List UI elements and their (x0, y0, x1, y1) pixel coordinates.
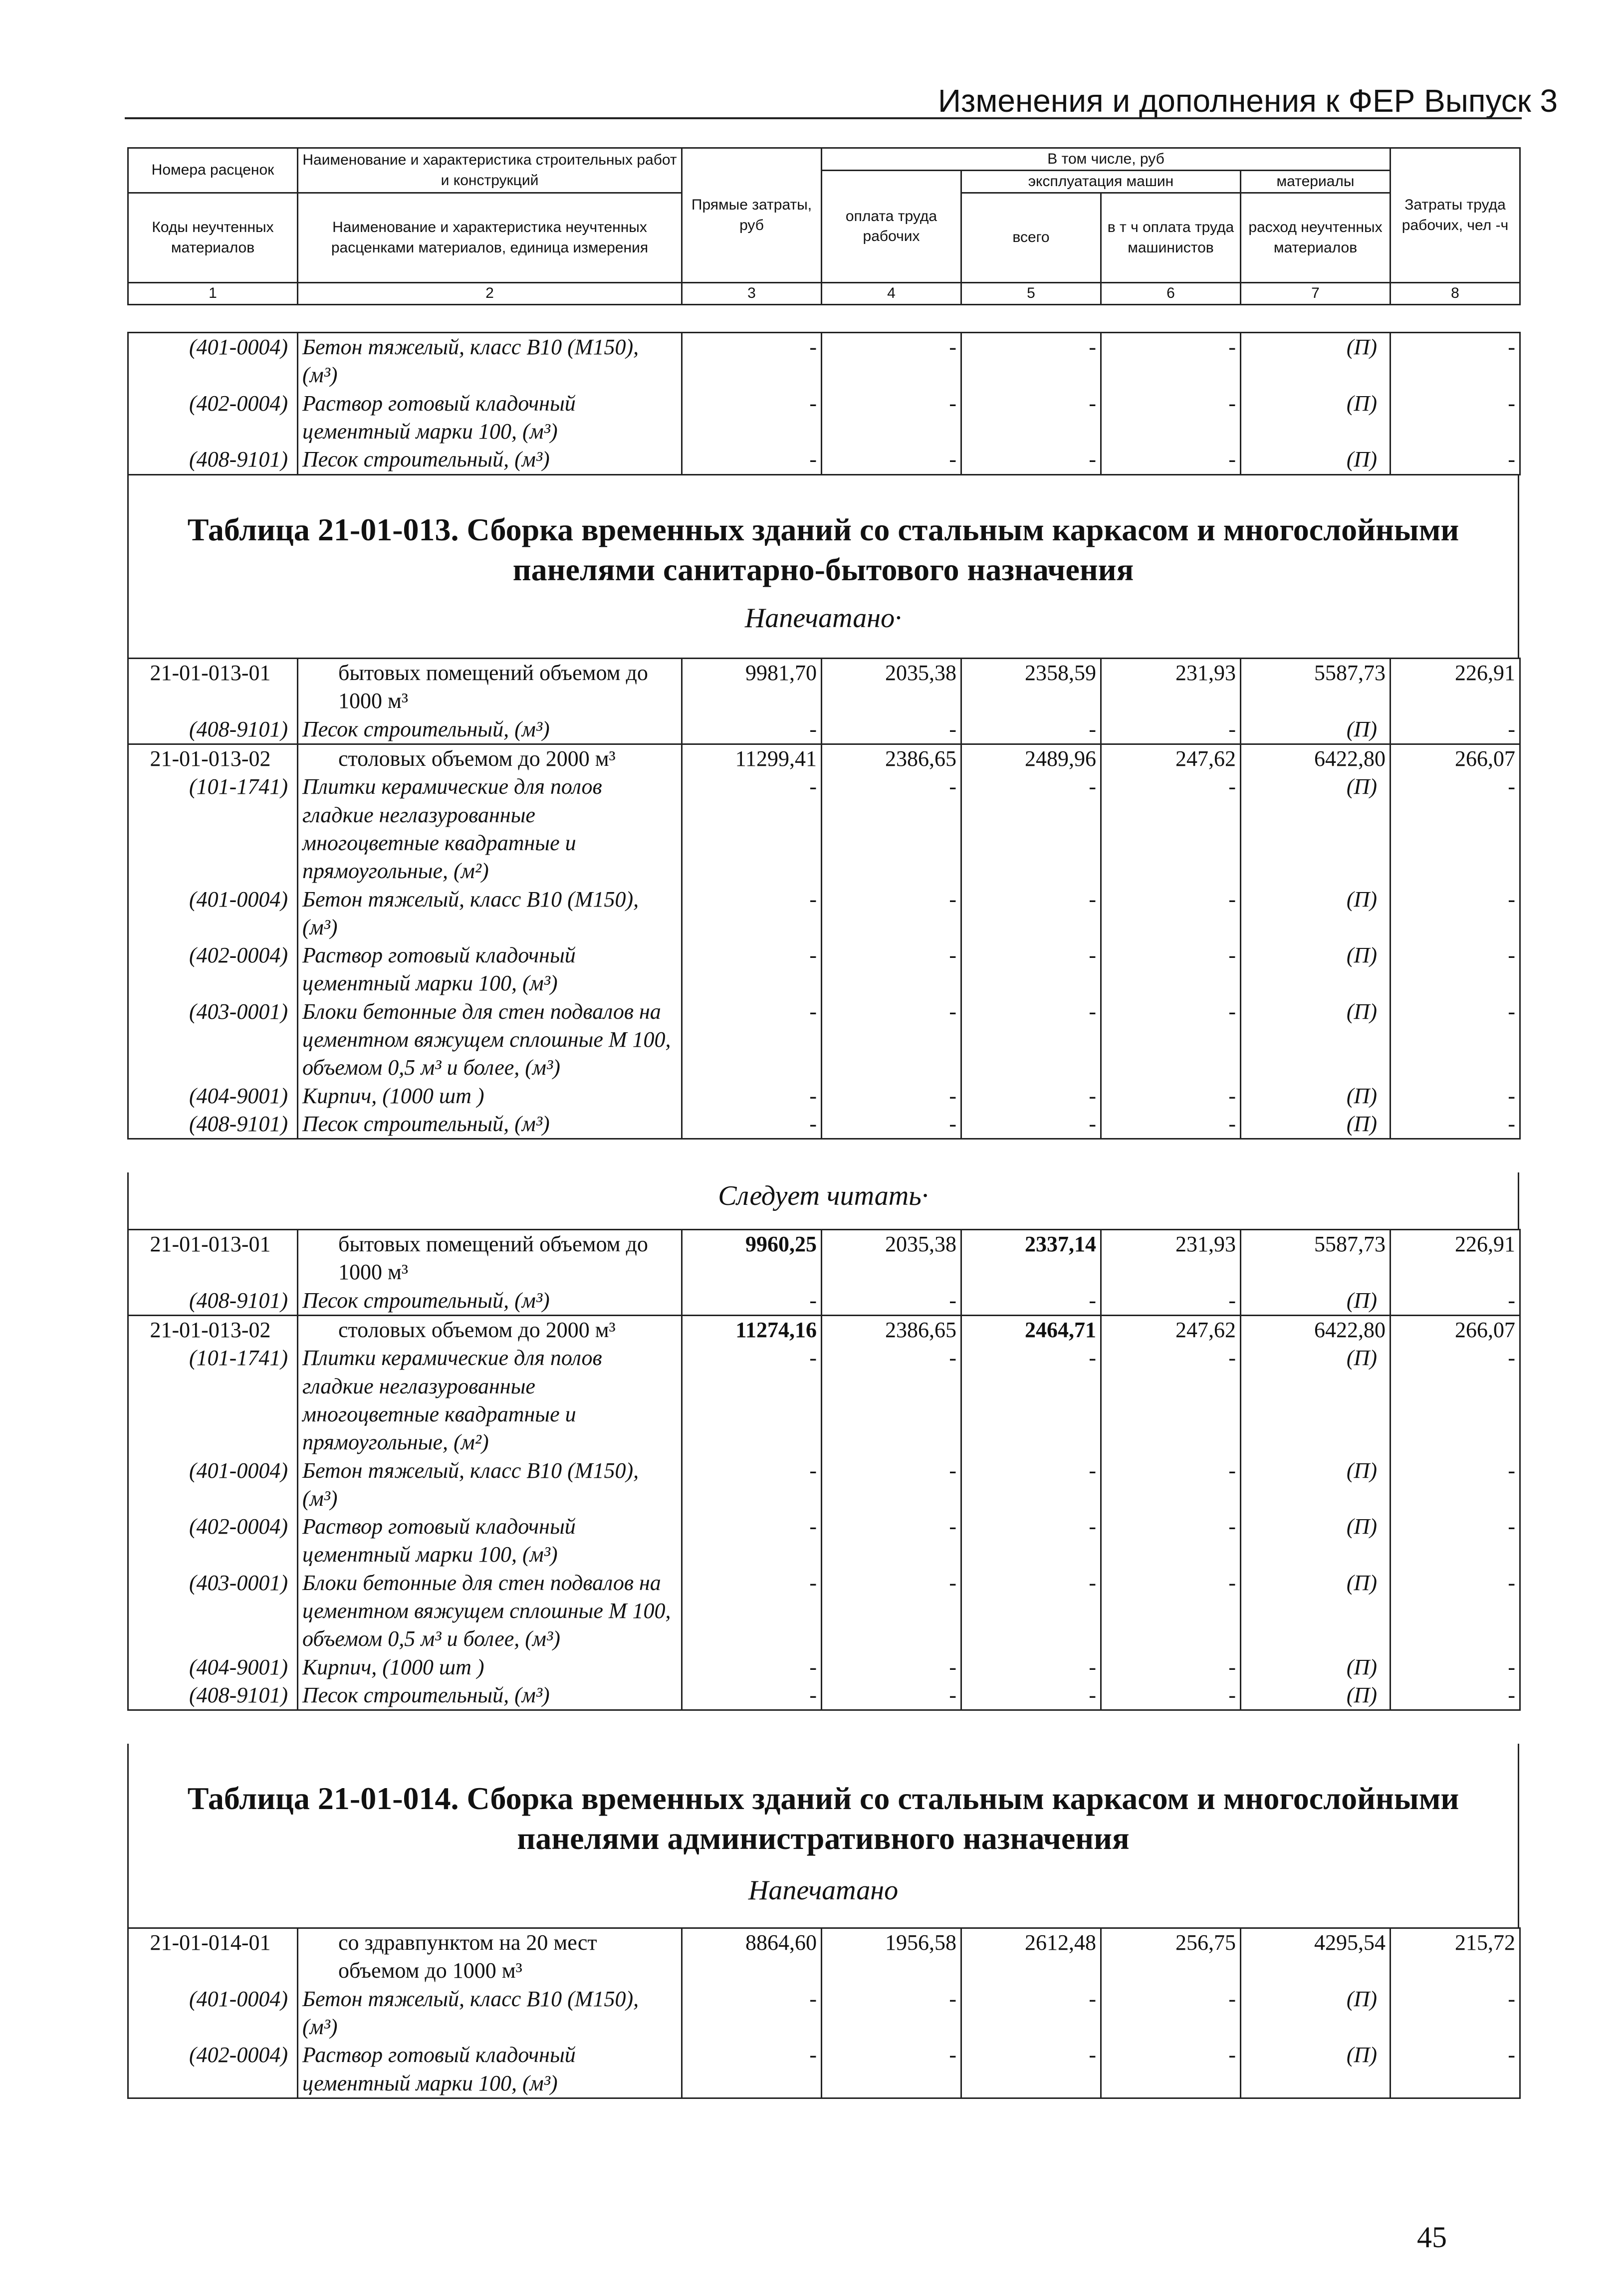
table-row (128, 446, 1520, 474)
col2-header-bottom: Наименование и характеристика неучтенных расценками материалов, единица измерения (298, 193, 682, 283)
material-name: Раствор готовый кладочный цементный марки 100, (м³) (298, 390, 682, 446)
cell: - (822, 715, 961, 744)
cell: - (1391, 333, 1520, 390)
cell: - (822, 1513, 961, 1569)
material-name: Бетон тяжелый, класс В10 (М150), (м³) (298, 1457, 682, 1513)
material-code: (402-0004) (128, 390, 298, 446)
cell: (П) (1241, 2041, 1391, 2098)
cell: 215,72 (1391, 1928, 1520, 1985)
work-name: столовых объемом до 2000 м³ (298, 744, 682, 773)
cell: - (1391, 715, 1520, 744)
cell: - (682, 390, 822, 446)
cell: - (961, 998, 1101, 1082)
material-code: (408-9101) (128, 715, 298, 744)
cell: (П) (1241, 1344, 1391, 1456)
cell: - (1101, 1457, 1241, 1513)
cell: - (1391, 1344, 1520, 1456)
cell: - (1101, 998, 1241, 1082)
cell: - (961, 1681, 1101, 1710)
cell: - (961, 1344, 1101, 1456)
material-name: Бетон тяжелый, класс В10 (М150), (м³) (298, 886, 682, 942)
col6-header: в т ч оплата труда машинистов (1101, 193, 1241, 283)
cell: 5587,73 (1241, 1230, 1391, 1287)
cell: - (822, 446, 961, 474)
table-row (128, 941, 1520, 998)
cell: - (1391, 1985, 1520, 2042)
rate-code: 21-01-013-01 (128, 1230, 298, 1287)
col3-header: Прямые затраты, руб (682, 148, 822, 283)
cell: - (961, 1569, 1101, 1653)
cell: - (682, 941, 822, 998)
cell: - (961, 1985, 1101, 2042)
cell: - (1101, 1513, 1241, 1569)
material-name: Кирпич, (1000 шт ) (298, 1653, 682, 1681)
cell: 2386,65 (822, 744, 961, 773)
cell: (П) (1241, 1569, 1391, 1653)
machines-header: эксплуатация машин (961, 171, 1241, 193)
cell (682, 1315, 822, 1344)
material-name: Плитки керамические для полов гладкие неглазурованные многоцветные квадратные и прямоугольные, (м²) (298, 773, 682, 885)
material-code: (403-0001) (128, 998, 298, 1082)
cell: 9981,70 (682, 659, 822, 715)
cell: - (822, 773, 961, 885)
cell: (П) (1241, 941, 1391, 998)
col5-header: всего (961, 193, 1101, 283)
table-row (128, 1230, 1520, 1287)
cell: 266,07 (1391, 1315, 1520, 1344)
cell: - (1101, 390, 1241, 446)
rate-code: 21-01-013-01 (128, 659, 298, 715)
cell: 226,91 (1391, 1230, 1520, 1287)
cell: 2358,59 (961, 659, 1101, 715)
should-read-band (127, 1172, 1519, 1230)
material-code: (408-9101) (128, 446, 298, 474)
material-code: (408-9101) (128, 1110, 298, 1139)
cell: - (961, 886, 1101, 942)
t13-printed-table (127, 658, 1521, 1140)
cell: 256,75 (1101, 1928, 1241, 1985)
cell: - (1101, 886, 1241, 942)
cell: (П) (1241, 1457, 1391, 1513)
cell: 231,93 (1101, 659, 1241, 715)
cell: 247,62 (1101, 1315, 1241, 1344)
should-read-label: Следует читать· (718, 1180, 928, 1211)
cell: (П) (1241, 1287, 1391, 1316)
changed-value: 2337,14 (1025, 1232, 1096, 1256)
table-row (128, 1315, 1520, 1344)
work-name: со здравпунктом на 20 мест объемом до 1000 м³ (298, 1928, 682, 1985)
col7-header: расход неучтенных материалов (1241, 193, 1391, 283)
table-row (128, 773, 1520, 885)
table-row (128, 1681, 1520, 1710)
material-name: Песок строительный, (м³) (298, 446, 682, 474)
cell: 2386,65 (822, 1315, 961, 1344)
material-code: (101-1741) (128, 1344, 298, 1456)
table14-title-band (127, 1744, 1519, 1928)
material-code: (101-1741) (128, 773, 298, 885)
table-row (128, 1569, 1520, 1653)
cell: - (961, 2041, 1101, 2098)
material-code: (402-0004) (128, 941, 298, 998)
cell: - (1391, 1082, 1520, 1110)
cell: - (822, 941, 961, 998)
page-number: 45 (1417, 2221, 1447, 2254)
cell: - (682, 1681, 822, 1710)
table13-title-line2: панелями санитарно-бытового назначения (512, 552, 1134, 587)
material-code: (402-0004) (128, 2041, 298, 2098)
cell: - (1391, 1513, 1520, 1569)
material-name: Блоки бетонные для стен подвалов на цементном вяжущем сплошные М 100, объемом 0,5 м³ и более, (м³) (298, 998, 682, 1082)
cell: - (682, 886, 822, 942)
cell: - (1101, 1110, 1241, 1139)
cell: - (1101, 1287, 1241, 1316)
cell: 2612,48 (961, 1928, 1101, 1985)
table-row (128, 998, 1520, 1082)
cell: - (1391, 1287, 1520, 1316)
cell: - (822, 998, 961, 1082)
material-code: (404-9001) (128, 1082, 298, 1110)
table13-title-band (127, 475, 1519, 659)
cell: (П) (1241, 773, 1391, 885)
table-row (128, 1985, 1520, 2042)
cell: - (1101, 1681, 1241, 1710)
continued-rows-table (127, 332, 1521, 475)
cell: - (1101, 1344, 1241, 1456)
rate-code: 21-01-014-01 (128, 1928, 298, 1985)
table13-title (129, 510, 1518, 590)
cell: 5587,73 (1241, 659, 1391, 715)
cell: (П) (1241, 715, 1391, 744)
cell: (П) (1241, 886, 1391, 942)
material-name: Плитки керамические для полов гладкие неглазурованные многоцветные квадратные и прямоугольные, (м²) (298, 1344, 682, 1456)
cell: 6422,80 (1241, 1315, 1391, 1344)
cell: (П) (1241, 1681, 1391, 1710)
cell: - (961, 715, 1101, 744)
cell: - (1391, 773, 1520, 885)
cell: - (961, 1457, 1101, 1513)
cell: - (961, 773, 1101, 885)
cell: - (1391, 1110, 1520, 1139)
cell (961, 1315, 1101, 1344)
cell: - (961, 446, 1101, 474)
cell: - (961, 1653, 1101, 1681)
cell: - (961, 1082, 1101, 1110)
cell: - (1391, 1653, 1520, 1681)
cell: - (822, 1569, 961, 1653)
cell: - (1101, 773, 1241, 885)
cell: - (1101, 1985, 1241, 2042)
material-code: (403-0001) (128, 1569, 298, 1653)
material-name: Раствор готовый кладочный цементный марки 100, (м³) (298, 2041, 682, 2098)
cell: 266,07 (1391, 744, 1520, 773)
cell: - (682, 1344, 822, 1456)
table-row (128, 1457, 1520, 1513)
table-row (128, 1287, 1520, 1316)
table-row (128, 1928, 1520, 1985)
col-number: 3 (682, 283, 822, 305)
material-name: Раствор готовый кладочный цементный марки 100, (м³) (298, 941, 682, 998)
col2-header-top: Наименование и характеристика строительных работ и конструкций (298, 148, 682, 193)
table-row (128, 1513, 1520, 1569)
col1-header-top: Номера расценок (128, 148, 298, 193)
cell: - (961, 941, 1101, 998)
work-name: столовых объемом до 2000 м³ (298, 1315, 682, 1344)
cell: - (1391, 998, 1520, 1082)
cell: - (682, 2041, 822, 2098)
cell: 247,62 (1101, 744, 1241, 773)
col-number: 6 (1101, 283, 1241, 305)
cell: 226,91 (1391, 659, 1520, 715)
cell: 1956,58 (822, 1928, 961, 1985)
material-name: Бетон тяжелый, класс В10 (М150), (м³) (298, 333, 682, 390)
material-code: (402-0004) (128, 1513, 298, 1569)
cell: - (822, 2041, 961, 2098)
table-row (128, 1082, 1520, 1110)
cell: - (682, 1985, 822, 2042)
col-number: 2 (298, 283, 682, 305)
cell: - (1101, 446, 1241, 474)
cell: - (1391, 1457, 1520, 1513)
material-code: (408-9101) (128, 1681, 298, 1710)
cell: - (682, 1110, 822, 1139)
cell: - (1101, 2041, 1241, 2098)
cell: - (822, 1110, 961, 1139)
material-name: Песок строительный, (м³) (298, 1287, 682, 1316)
cell: (П) (1241, 998, 1391, 1082)
material-code: (404-9001) (128, 1653, 298, 1681)
material-name: Песок строительный, (м³) (298, 1110, 682, 1139)
cell: 2035,38 (822, 1230, 961, 1287)
table-row (128, 715, 1520, 744)
cell: - (682, 1569, 822, 1653)
cell: - (1391, 1681, 1520, 1710)
cell: - (1101, 333, 1241, 390)
cell: 2035,38 (822, 659, 961, 715)
cell: - (822, 886, 961, 942)
cell: 6422,80 (1241, 744, 1391, 773)
cell: - (822, 1082, 961, 1110)
cell: 11299,41 (682, 744, 822, 773)
col-number: 8 (1391, 283, 1520, 305)
cell: 4295,54 (1241, 1928, 1391, 1985)
cell: (П) (1241, 1082, 1391, 1110)
material-name: Бетон тяжелый, класс В10 (М150), (м³) (298, 1985, 682, 2042)
table14-title-line2: панелями административного назначения (517, 1821, 1130, 1856)
cell: - (682, 446, 822, 474)
cell: - (1391, 2041, 1520, 2098)
table-row (128, 744, 1520, 773)
incl-header: В том числе, руб (822, 148, 1391, 171)
cell: - (961, 1110, 1101, 1139)
cell: - (1391, 390, 1520, 446)
material-code: (401-0004) (128, 333, 298, 390)
material-name: Кирпич, (1000 шт ) (298, 1082, 682, 1110)
cell: - (682, 333, 822, 390)
col1-header-bottom: Коды неучтенных материалов (128, 193, 298, 283)
table-row (128, 886, 1520, 942)
cell: - (682, 715, 822, 744)
col8-header: Затраты труда рабочих, чел -ч (1391, 148, 1520, 283)
cell: - (822, 1681, 961, 1710)
col-number: 5 (961, 283, 1101, 305)
cell: 2489,96 (961, 744, 1101, 773)
cell: (П) (1241, 333, 1391, 390)
page-header-title: Изменения и дополнения к ФЕР Выпуск 3 (938, 83, 1558, 119)
cell: - (822, 1287, 961, 1316)
table-row (128, 2041, 1520, 2098)
table-row (128, 1344, 1520, 1456)
cell: - (822, 1985, 961, 2042)
cell: - (682, 1287, 822, 1316)
cell: - (822, 1344, 961, 1456)
cell: - (822, 1457, 961, 1513)
cell: (П) (1241, 1513, 1391, 1569)
cell: - (961, 1513, 1101, 1569)
cell: - (682, 773, 822, 885)
work-name: бытовых помещений объемом до 1000 м³ (298, 1230, 682, 1287)
cell: - (682, 1513, 822, 1569)
cell: - (682, 998, 822, 1082)
material-name: Блоки бетонные для стен подвалов на цементном вяжущем сплошные М 100, объемом 0,5 м³ и более, (м³) (298, 1569, 682, 1653)
header-divider (125, 117, 1522, 119)
cell: - (961, 1287, 1101, 1316)
table-row (128, 1110, 1520, 1139)
cell: - (1101, 1653, 1241, 1681)
table-row (128, 390, 1520, 446)
rate-code: 21-01-013-02 (128, 1315, 298, 1344)
cell: - (1391, 446, 1520, 474)
material-name: Раствор готовый кладочный цементный марки 100, (м³) (298, 1513, 682, 1569)
cell: - (682, 1082, 822, 1110)
cell: - (1101, 715, 1241, 744)
work-name: бытовых помещений объемом до 1000 м³ (298, 659, 682, 715)
column-header-table (127, 147, 1521, 305)
cell: - (682, 1457, 822, 1513)
col-number: 1 (128, 283, 298, 305)
col-number: 7 (1241, 283, 1391, 305)
table13-title-line1: Таблица 21-01-013. Сборка временных зданий со стальным каркасом и многослойными (187, 512, 1459, 547)
printed-label: Напечатано (748, 1875, 899, 1906)
cell: - (1391, 1569, 1520, 1653)
table-row (128, 1653, 1520, 1681)
cell: - (961, 390, 1101, 446)
cell: (П) (1241, 1110, 1391, 1139)
cell: - (1101, 1569, 1241, 1653)
cell: (П) (1241, 446, 1391, 474)
table-row (128, 333, 1520, 390)
cell: - (822, 1653, 961, 1681)
cell: (П) (1241, 390, 1391, 446)
materials-header: материалы (1241, 171, 1391, 193)
t14-printed-table (127, 1927, 1521, 2099)
cell: - (1391, 886, 1520, 942)
changed-value: 11274,16 (735, 1317, 817, 1342)
changed-value: 2464,71 (1025, 1317, 1096, 1342)
cell: 231,93 (1101, 1230, 1241, 1287)
table14-title-line1: Таблица 21-01-014. Сборка временных зданий со стальным каркасом и многослойными (187, 1781, 1459, 1816)
t13-corrected-table (127, 1229, 1521, 1711)
table14-title (129, 1779, 1518, 1858)
material-name: Песок строительный, (м³) (298, 715, 682, 744)
cell: - (961, 333, 1101, 390)
cell: - (682, 1653, 822, 1681)
cell: - (1101, 941, 1241, 998)
cell: - (1391, 941, 1520, 998)
cell: - (822, 333, 961, 390)
printed-label: Напечатано· (744, 603, 902, 634)
cell: (П) (1241, 1653, 1391, 1681)
material-name: Песок строительный, (м³) (298, 1681, 682, 1710)
material-code: (401-0004) (128, 886, 298, 942)
material-code: (401-0004) (128, 1457, 298, 1513)
col4-header: оплата труда рабочих (822, 171, 961, 283)
cell: (П) (1241, 1985, 1391, 2042)
cell: - (1101, 1082, 1241, 1110)
col-number: 4 (822, 283, 961, 305)
cell (682, 1230, 822, 1287)
table-row (128, 659, 1520, 715)
cell (961, 1230, 1101, 1287)
material-code: (408-9101) (128, 1287, 298, 1316)
rate-code: 21-01-013-02 (128, 744, 298, 773)
cell: - (822, 390, 961, 446)
changed-value: 9960,25 (745, 1232, 817, 1256)
material-code: (401-0004) (128, 1985, 298, 2042)
cell: 8864,60 (682, 1928, 822, 1985)
